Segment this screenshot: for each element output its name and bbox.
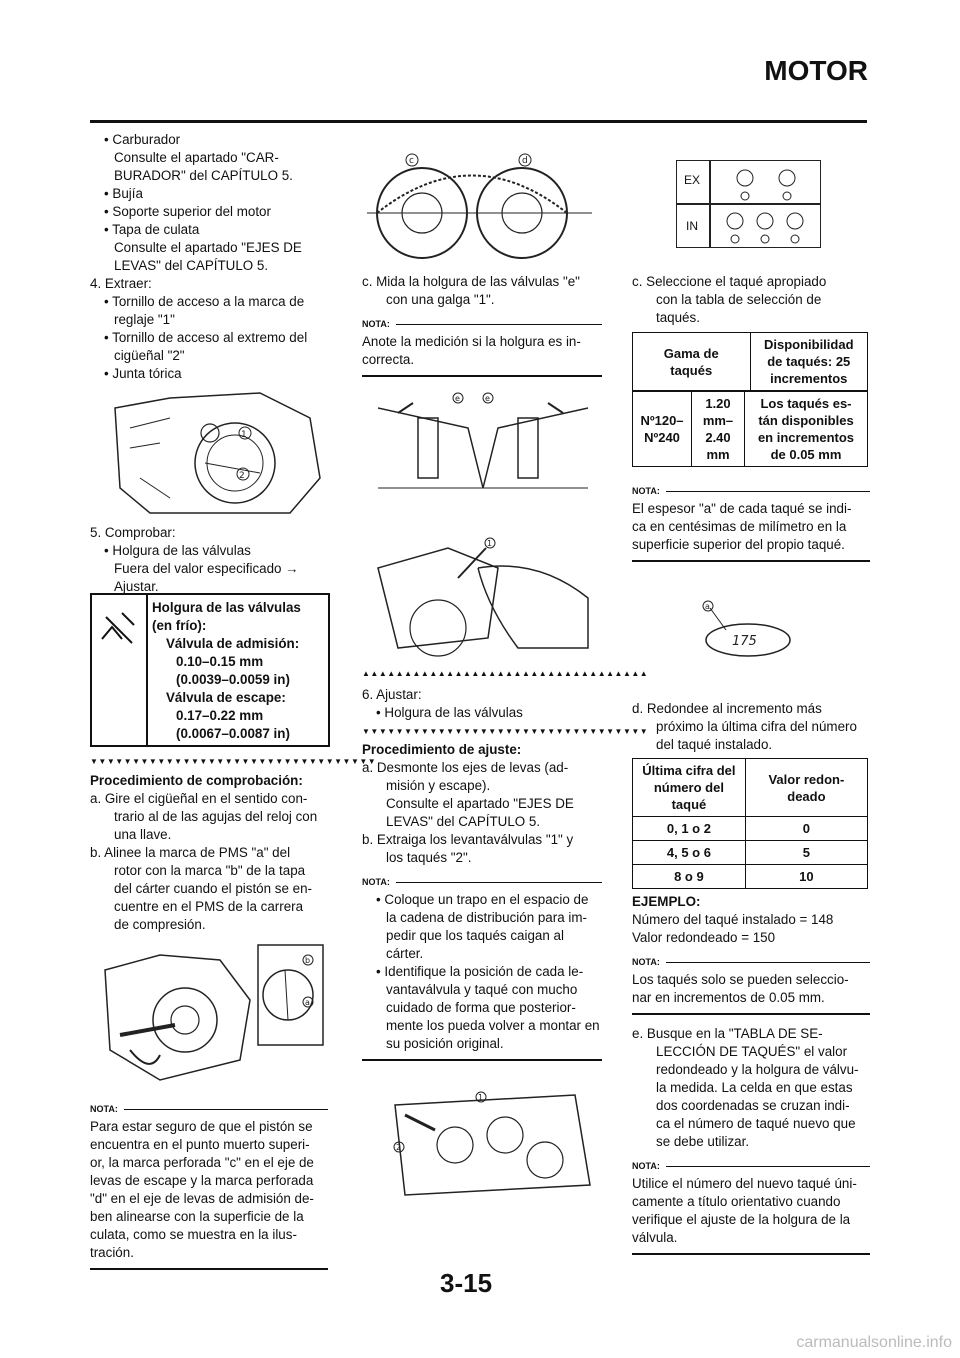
note-heading: NOTA: (362, 315, 602, 333)
column-3-example (632, 893, 870, 1255)
note-text: • Coloque un trapo en el espacio de (376, 892, 589, 907)
callout-c: c (409, 156, 414, 166)
spec-value: (0.0067–0.0087 in) (176, 726, 290, 741)
procedure-step: LEVAS" del CAPÍTULO 5. (386, 814, 541, 829)
tappet-illustration (698, 598, 798, 668)
table-cell: mm (706, 447, 730, 462)
note-text: or, la marca perforada "c" en el eje de (90, 1155, 314, 1170)
intake-label: IN (686, 219, 698, 233)
callout-d: d (522, 156, 528, 166)
table-row: 0, 1 o 2 0 (633, 817, 868, 841)
exhaust-label: EX (684, 173, 701, 187)
note-text: "d" en el eje de levas de admisión de- (90, 1191, 314, 1206)
callout-1: 1 (487, 539, 493, 548)
procedure-step: los taqués "2". (386, 850, 472, 865)
valve-gauge-illustration (368, 388, 598, 506)
list-item: Ajustar. (114, 579, 159, 594)
procedure-step: del taqué instalado. (656, 737, 773, 752)
procedure-step: redondeado y la holgura de válvu- (656, 1062, 859, 1077)
step-heading: 6. Ajustar: (362, 687, 422, 702)
callout-e: e (455, 394, 460, 403)
table-header: incrementos (770, 371, 848, 386)
procedure-step: se debe utilizar. (656, 1134, 750, 1149)
spec-title: Holgura de las válvulas (152, 600, 301, 615)
list-item: • Carburador (104, 132, 181, 147)
column-2-procedure (362, 741, 602, 1061)
list-item: • Bujía (104, 186, 143, 201)
column-2-adjust (362, 686, 602, 722)
procedure-start-marker: ▼▼▼▼▼▼▼▼▼▼▼▼▼▼▼▼▼▼▼▼▼▼▼▼▼▼▼▼▼▼▼▼▼▼ (362, 727, 649, 736)
example-label: EJEMPLO: (632, 894, 701, 909)
procedure-step: de compresión. (114, 917, 206, 932)
table-cell: 1.20 (705, 396, 731, 411)
table-cell: Los taqués es- (760, 396, 852, 411)
table-header: de taqués: 25 (767, 354, 851, 369)
callout-2: 2 (396, 1143, 402, 1152)
procedure-title: Procedimiento de comprobación: (90, 773, 303, 788)
procedure-step: c. Mida la holgura de las válvulas "e" (362, 274, 580, 289)
table-cell: tán disponibles (758, 413, 854, 428)
spec-title: (en frío): (152, 618, 207, 633)
tappet-range-table (632, 332, 868, 391)
callout-e: e (485, 394, 490, 403)
procedure-step: e. Busque en la "TABLA DE SE- (632, 1026, 823, 1041)
example-text: Número del taqué instalado = 148 (632, 912, 834, 927)
list-item: • Tornillo de acceso a la marca de (104, 294, 305, 309)
tappet-range-table-row (632, 391, 868, 467)
note-heading: NOTA: (632, 953, 870, 971)
table-header: taqués (670, 362, 713, 378)
note-heading: NOTA: (632, 482, 870, 500)
table-cell: en incrementos (757, 430, 855, 445)
tappet-mark: 175 (732, 634, 757, 649)
rotor-mark-illustration (100, 940, 325, 1090)
step-heading: 4. Extraer: (90, 276, 152, 291)
spec-label: Válvula de admisión: (166, 636, 300, 651)
procedure-step: trario al de las agujas del reloj con (114, 809, 318, 824)
lifter-removal-illustration (368, 528, 598, 658)
note-text: verifique el ajuste de la holgura de la (632, 1212, 851, 1227)
procedure-step: rotor con la marca "b" de la tapa (114, 863, 306, 878)
table-cell: de 0.05 mm (770, 447, 842, 462)
wrench-icon (98, 609, 138, 649)
table-header: Disponibilidad (763, 337, 854, 352)
note-text: la cadena de distribución para im- (386, 910, 587, 925)
table-cell: Nº120– (640, 413, 684, 428)
table-cell: Nº240 (644, 430, 680, 445)
list-item: LEVAS" del CAPÍTULO 5. (114, 258, 269, 273)
header-rule (90, 120, 867, 123)
spec-label: Válvula de escape: (166, 690, 286, 705)
procedure-step: c. Seleccione el taqué apropiado (632, 274, 827, 289)
column-1-procedure (90, 772, 330, 934)
procedure-step: con una galga "1". (386, 292, 495, 307)
procedure-end-marker: ▲▲▲▲▲▲▲▲▲▲▲▲▲▲▲▲▲▲▲▲▲▲▲▲▲▲▲▲▲▲▲▲▲▲ (362, 669, 649, 678)
note-text: ca en centésimas de milímetro en la (632, 519, 847, 534)
note-heading: NOTA: (90, 1100, 328, 1118)
procedure-step: d. Redondee al incremento más (632, 701, 822, 716)
procedure-step: dos coordenadas se cruzan indi- (656, 1098, 850, 1113)
list-item: • Tornillo de acceso al extremo del (104, 330, 308, 345)
column-3-round (632, 700, 872, 754)
column-1 (90, 131, 330, 383)
callout-1: 1 (478, 1093, 484, 1102)
note-text: El espesor "a" de cada taqué se indi- (632, 501, 852, 516)
procedure-step: ca el número de taqué nuevo que (656, 1116, 856, 1131)
note-text: culata, como se muestra en la ilus- (90, 1227, 297, 1242)
callout-a: a (305, 998, 310, 1007)
list-item: • Junta tórica (104, 366, 182, 381)
note-text: Los taqués solo se pueden seleccio- (632, 972, 849, 987)
list-item: • Holgura de las válvulas (104, 543, 251, 558)
table-header: taqué (671, 797, 707, 812)
list-item: Fuera del valor especificado → (114, 561, 299, 576)
note-text: camente a título orientativo cuando (632, 1194, 841, 1209)
callout-a: a (705, 602, 710, 611)
table-header: Gama de (663, 345, 719, 361)
callout-1: 1 (241, 430, 247, 440)
list-item: Consulte el apartado "EJES DE (114, 240, 302, 255)
note-text: nar en incrementos de 0.05 mm. (632, 990, 825, 1005)
table-cell: 2.40 (705, 430, 731, 445)
note-text: superficie superior del propio taqué. (632, 537, 845, 552)
note-text: su posición original. (386, 1036, 504, 1051)
callout-b: b (305, 956, 311, 965)
note-text: tración. (90, 1245, 134, 1260)
watermark: carmanualsonline.info (796, 1334, 952, 1351)
list-item: Consulte el apartado "CAR- (114, 150, 279, 165)
procedure-step: LECCIÓN DE TAQUÉS" el valor (656, 1044, 848, 1059)
spec-value: (0.0039–0.0059 in) (176, 672, 290, 687)
table-row: 8 o 9 10 (633, 865, 868, 889)
step-heading: 5. Comprobar: (90, 525, 176, 540)
note-text: válvula. (632, 1230, 678, 1245)
procedure-title: Procedimiento de ajuste: (362, 742, 522, 757)
procedure-start-marker: ▼▼▼▼▼▼▼▼▼▼▼▼▼▼▼▼▼▼▼▼▼▼▼▼▼▼▼▼▼▼▼▼▼▼ (90, 757, 377, 766)
page-number: 3-15 (440, 1268, 493, 1298)
example-text: Valor redondeado = 150 (632, 930, 776, 945)
table-header: Valor redon- (768, 771, 845, 787)
note-text: levas de escape y la marca perforada (90, 1173, 314, 1188)
procedure-step: Consulte el apartado "EJES DE (386, 796, 574, 811)
column-3-top (632, 273, 872, 327)
rounding-table (632, 758, 868, 889)
note-text: ben alinearse con la superficie de la (90, 1209, 304, 1224)
note-heading: NOTA: (632, 1157, 870, 1175)
note-text: mente los pueda volver a montar en (386, 1018, 600, 1033)
valve-layout-figure (676, 160, 821, 248)
note-text: correcta. (362, 352, 415, 367)
list-item: • Soporte superior del motor (104, 204, 271, 219)
procedure-step: con la tabla de selección de (656, 292, 822, 307)
procedure-step: misión y escape). (386, 778, 491, 793)
spec-box (90, 593, 330, 747)
spec-value: 0.17–0.22 mm (176, 708, 264, 723)
note-text: cuidado de forma que posterior- (386, 1000, 576, 1015)
list-item: reglaje "1" (114, 312, 175, 327)
column-1-step5 (90, 524, 330, 596)
procedure-step: cuentre en el PMS de la carrera (114, 899, 304, 914)
engine-cover-illustration (110, 388, 325, 518)
table-row: 4, 5 o 6 5 (633, 841, 868, 865)
callout-2: 2 (239, 471, 245, 481)
valve-position-icons (711, 161, 819, 247)
procedure-step: del cárter cuando el pistón se en- (114, 881, 313, 896)
page-title: MOTOR (764, 55, 868, 86)
note-text: Utilice el número del nuevo taqué úni- (632, 1176, 857, 1191)
note-heading: NOTA: (362, 873, 602, 891)
note-text: pedir que los taqués caigan al (386, 928, 564, 943)
table-header: deado (787, 788, 826, 804)
list-item: BURADOR" del CAPÍTULO 5. (114, 168, 293, 183)
spec-value: 0.10–0.15 mm (176, 654, 264, 669)
column-1-note (90, 1100, 328, 1270)
note-text: vantaválvula y taqué con mucho (386, 982, 578, 997)
table-header: Última cifra del (642, 763, 736, 778)
list-item: cigüeñal "2" (114, 348, 185, 363)
table-header: número del (653, 780, 724, 795)
note-text: Anote la medición si la holgura es in- (362, 334, 581, 349)
note-text: Para estar seguro de que el pistón se (90, 1119, 313, 1134)
table-cell: mm– (702, 413, 734, 428)
column-3-note1 (632, 482, 870, 562)
procedure-step: taqués. (656, 310, 700, 325)
note-text: cárter. (386, 946, 424, 961)
note-text: • Identifique la posición de cada le- (376, 964, 584, 979)
procedure-step: b. Extraiga los levantaválvulas "1" y (362, 832, 574, 847)
list-item: • Holgura de las válvulas (376, 705, 523, 720)
procedure-step: a. Gire el cigüeñal en el sentido con- (90, 791, 308, 806)
tappet-head-illustration (375, 1085, 595, 1197)
list-item: • Tapa de culata (104, 222, 200, 237)
procedure-step: próximo la última cifra del número (656, 719, 857, 734)
column-2-top (362, 273, 602, 377)
procedure-step: a. Desmonte los ejes de levas (ad- (362, 760, 569, 775)
procedure-step: la medida. La celda en que estas (656, 1080, 853, 1095)
note-text: encuentra en el punto muerto superi- (90, 1137, 310, 1152)
procedure-step: una llave. (114, 827, 172, 842)
camshaft-illustration (362, 148, 597, 266)
procedure-step: b. Alinee la marca de PMS "a" del (90, 845, 291, 860)
